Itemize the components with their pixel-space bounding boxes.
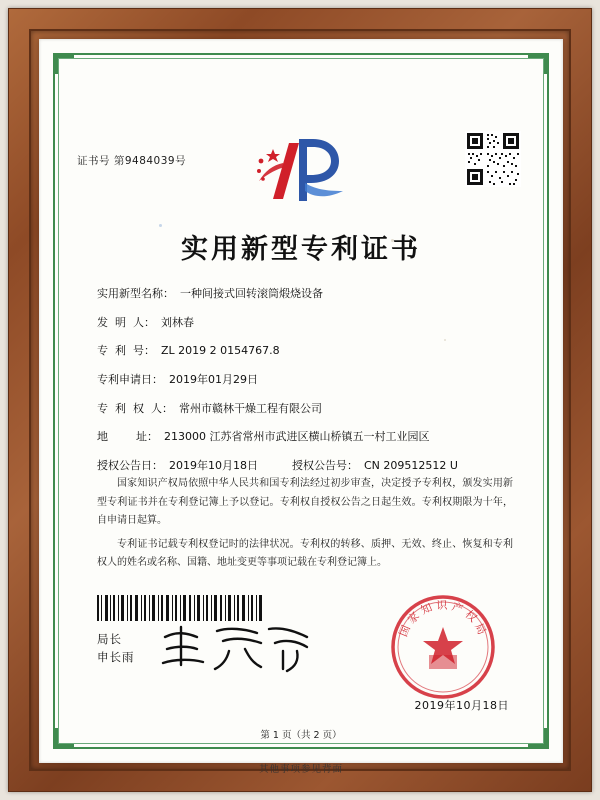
field-value: 常州市赣林干燥工程有限公司 — [178, 401, 322, 415]
certificate-number: 证书号 第9484039号 — [77, 155, 187, 167]
field-label: 地 址： — [97, 430, 158, 444]
field-label: 实用新型名称： — [97, 287, 174, 300]
field-row-address — [97, 430, 517, 443]
field-row-grant-announcement — [97, 459, 517, 472]
field-row-utility-model-name — [97, 287, 517, 300]
corner-ornament-bottom-right — [528, 728, 549, 749]
page-indicator: 第 1 页（共 2 页） — [260, 730, 342, 741]
legal-paragraph-1: 国家知识产权局依照中华人民共和国专利法经过初步审查，决定授予专利权，颁发实用新型专利证书并在专利登记簿上予以登记。专利权自授权公告之日起生效。专利权期限为十年，自申请日起算。 — [97, 478, 513, 526]
certificate-content — [75, 75, 527, 775]
corner-ornament-top-left — [53, 53, 74, 74]
field-label: 授权公告日： — [97, 459, 163, 473]
qr-code-icon — [465, 131, 521, 187]
corner-ornament-bottom-left — [53, 728, 74, 749]
field-value: 2019年10月18日 — [169, 459, 258, 473]
field-value: ZL 2019 2 0154767.8 — [161, 344, 280, 358]
field-label-secondary: 授权公告号： — [292, 459, 358, 473]
field-row-inventor — [97, 316, 517, 329]
cnipa-logo-icon — [253, 133, 349, 207]
field-value: 一种间接式回转滚筒煅烧设备 — [180, 287, 323, 300]
field-value: 2019年01月29日 — [169, 373, 258, 387]
legal-paragraph-2: 专利证书记载专利权登记时的法律状况。专利权的转移、质押、无效、终止、恢复和专利权人的姓名或名称、国籍、地址变更等事项记载在专利登记簿上。 — [97, 538, 513, 568]
signature-name-label: 申长雨 — [97, 649, 135, 664]
certificate-wooden-frame — [8, 8, 592, 792]
field-value: 213000 江苏省常州市武进区横山桥镇五一村工业园区 — [163, 430, 430, 444]
barcode-icon — [97, 595, 263, 621]
footer-note: 其他事项参见背面 — [258, 764, 343, 775]
field-value-secondary: CN 209512512 U — [364, 459, 458, 473]
field-label: 专 利 权 人： — [97, 401, 173, 415]
seal-date: 2019年10月18日 — [414, 699, 509, 712]
handwritten-signature-icon — [157, 621, 317, 673]
field-row-patent-number — [97, 344, 517, 357]
field-label: 专 利 号： — [97, 344, 155, 358]
field-row-patentee — [97, 402, 517, 415]
document-title: 实用新型专利证书 — [181, 234, 421, 265]
certificate-paper — [39, 39, 563, 775]
field-label: 专利申请日： — [97, 373, 163, 387]
legal-text-block — [97, 475, 513, 578]
field-list — [97, 287, 517, 488]
svg-text:国 家 知 识 产 权 局: 国 家 知 识 产 权 局 — [396, 598, 489, 639]
signature-title-label: 局长 — [97, 632, 122, 646]
field-row-application-date — [97, 373, 517, 386]
signature-block — [97, 631, 135, 667]
field-label: 发 明 人： — [97, 315, 155, 329]
corner-ornament-top-right — [528, 53, 549, 74]
official-seal-icon — [389, 593, 497, 701]
field-value: 刘林春 — [161, 315, 194, 329]
